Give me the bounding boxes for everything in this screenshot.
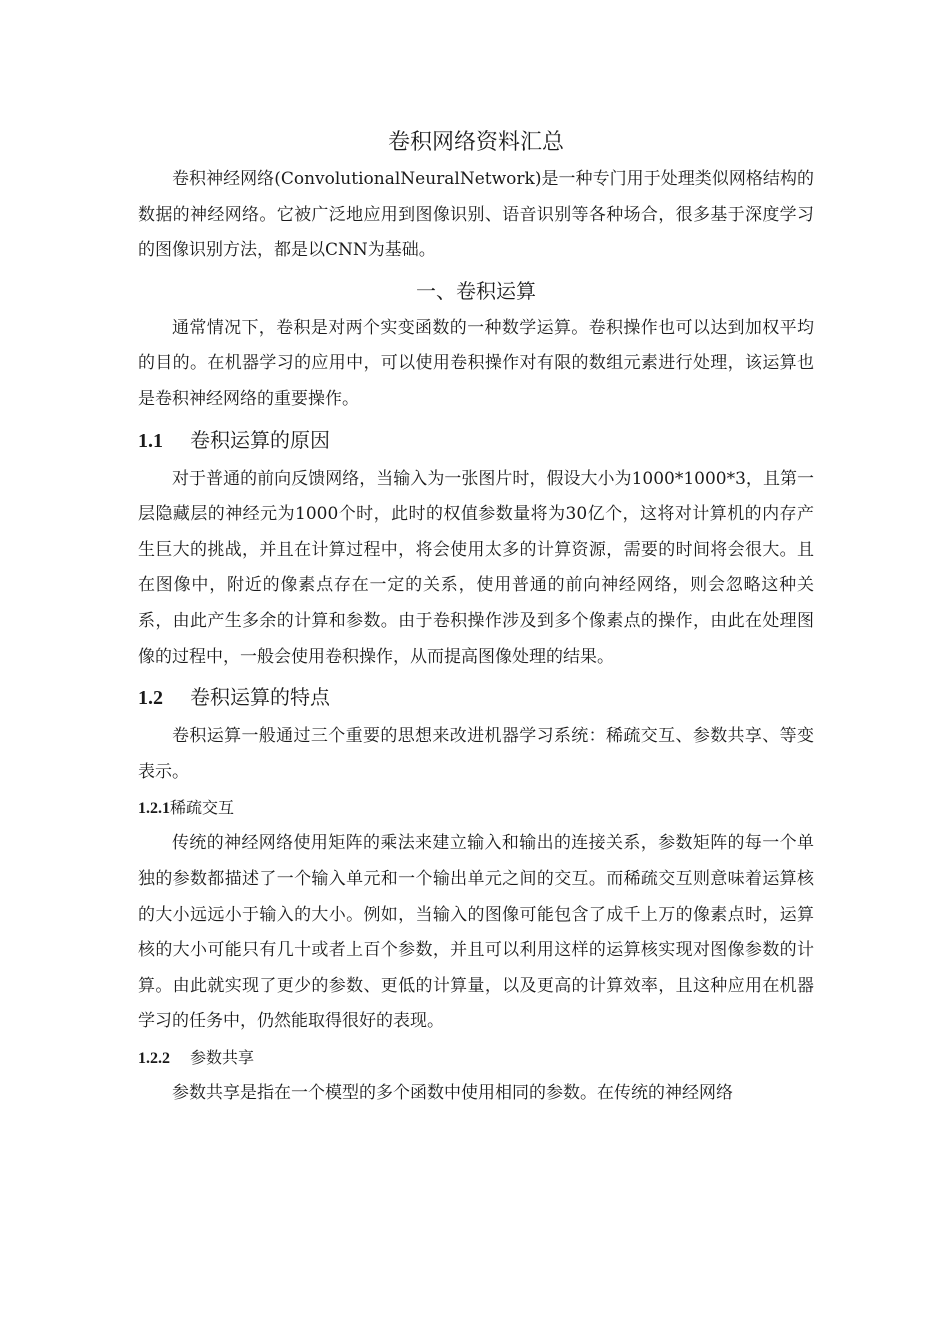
document-page bbox=[138, 124, 814, 1111]
subsection-1-1-paragraph: 对于普通的前向反馈网络，当输入为一张图片时，假设大小为1000*1000*3，且第一层隐藏层的神经元为1000个时，此时的权值参数量将为30亿个，这将对计算机的内存产生巨大的挑战，并且在计算过程中，将会使用太多的计算资源，需要的时间将会很大。且在图像中，附近的像素点存在一定的关系，使用普通的前向神经网络，则会忽略这种关系，由此产生多余的计算和参数。由于卷积操作涉及到多个像素点的操作，由此在处理图像的过程中，一般会使用卷积操作，从而提高图像处理的结果。 bbox=[138, 468, 814, 667]
subsection-1-2-paragraph: 卷积运算一般通过三个重要的思想来改进机器学习系统：稀疏交互、参数共享、等变表示。 bbox=[138, 726, 814, 782]
section-heading-convolution-operation: 一、卷积运算 bbox=[416, 278, 536, 303]
subsubsection-1-2-1-paragraph: 传统的神经网络使用矩阵的乘法来建立输入和输出的连接关系，参数矩阵的每一个单独的参数都描述了一个输入单元和一个输出单元之间的交互。而稀疏交互则意味着运算核的大小远远小于输入的大小。例如，当输入的图像可能包含了成千上万的像素点时，运算核的大小可能只有几十或者上百个参数，并且可以利用这样的运算核实现对图像参数的计算。由此就实现了更少的参数、更低的计算量，以及更高的计算效率，且这种应用在机器学习的任务中，仍然能取得很好的表现。 bbox=[138, 833, 814, 1032]
subsubsection-number: 1.2.2 bbox=[138, 1049, 170, 1067]
subsubsection-heading-1-2-1 bbox=[138, 790, 814, 826]
subsection-number: 1.2 bbox=[138, 687, 163, 710]
subsubsection-number: 1.2.1 bbox=[138, 800, 170, 818]
intro-paragraph: 卷积神经网络(ConvolutionalNeuralNetwork)是一种专门用于处理类似网格结构的数据的神经网络。它被广泛地应用到图像识别、语音识别等各种场合，很多基于深度学习的图像识别方法，都是以CNN为基础。 bbox=[138, 169, 814, 261]
subsubsection-title: 参数共享 bbox=[190, 1047, 255, 1067]
subsection-title: 卷积运算的原因 bbox=[190, 427, 330, 452]
subsection-title: 卷积运算的特点 bbox=[190, 685, 330, 710]
document-title: 卷积网络资料汇总 bbox=[387, 130, 564, 155]
subsubsection-heading-1-2-2 bbox=[138, 1040, 814, 1076]
subsection-number: 1.1 bbox=[138, 429, 163, 452]
subsection-heading-1-2 bbox=[138, 675, 814, 719]
subsection-heading-1-1 bbox=[138, 418, 814, 462]
section1-paragraph: 通常情况下，卷积是对两个实变函数的一种数学运算。卷积操作也可以达到加权平均的目的。在机器学习的应用中，可以使用卷积操作对有限的数组元素进行处理，该运算也是卷积神经网络的重要操作。 bbox=[138, 317, 814, 409]
subsubsection-title: 稀疏交互 bbox=[170, 798, 235, 818]
subsubsection-1-2-2-paragraph: 参数共享是指在一个模型的多个函数中使用相同的参数。在传统的神经网络 bbox=[172, 1082, 733, 1103]
